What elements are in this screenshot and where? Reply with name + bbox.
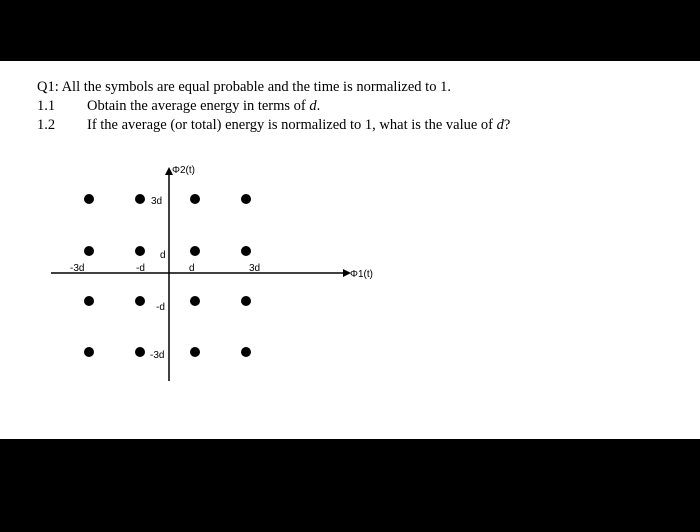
x-tick-label: d: [189, 263, 195, 274]
y-tick-label: d: [160, 250, 166, 261]
x-tick-label: -d: [136, 263, 145, 274]
y-tick-label: -3d: [150, 350, 165, 361]
item-italic: d: [309, 98, 317, 114]
item-number: 1.2: [37, 117, 56, 133]
y-tick-label: 3d: [151, 196, 163, 207]
question-title: Q1: All the symbols are equal probable and the time is normalized to 1.: [37, 79, 451, 95]
x-tick-label: 3d: [249, 263, 261, 274]
constellation-point: [241, 246, 251, 256]
constellation-point: [241, 347, 251, 357]
constellation-point: [135, 296, 145, 306]
item-text: If the average (or total) energy is normalized to 1, what is the value of: [87, 117, 497, 133]
constellation-point: [241, 296, 251, 306]
constellation-point: [84, 194, 94, 204]
constellation-points: [84, 194, 251, 357]
constellation-point: [84, 347, 94, 357]
constellation-point: [84, 246, 94, 256]
constellation-point: [190, 296, 200, 306]
constellation-point: [135, 246, 145, 256]
y-tick-label: -d: [156, 302, 165, 313]
item-number: 1.1: [37, 98, 56, 114]
constellation-point: [135, 194, 145, 204]
constellation-point: [84, 296, 94, 306]
item-text-end: .: [316, 98, 321, 114]
constellation-diagram: [0, 61, 700, 439]
y-axis-label: Φ2(t): [172, 165, 195, 176]
document-page: [0, 61, 700, 439]
item-italic: d: [496, 117, 504, 133]
x-axis-label: Φ1(t): [350, 269, 373, 280]
constellation-point: [190, 194, 200, 204]
item-text-end: ?: [503, 117, 511, 133]
constellation-point: [190, 246, 200, 256]
constellation-point: [135, 347, 145, 357]
constellation-point: [190, 347, 200, 357]
constellation-point: [241, 194, 251, 204]
item-text: Obtain the average energy in terms of: [87, 98, 310, 114]
x-tick-label: -3d: [70, 263, 85, 274]
